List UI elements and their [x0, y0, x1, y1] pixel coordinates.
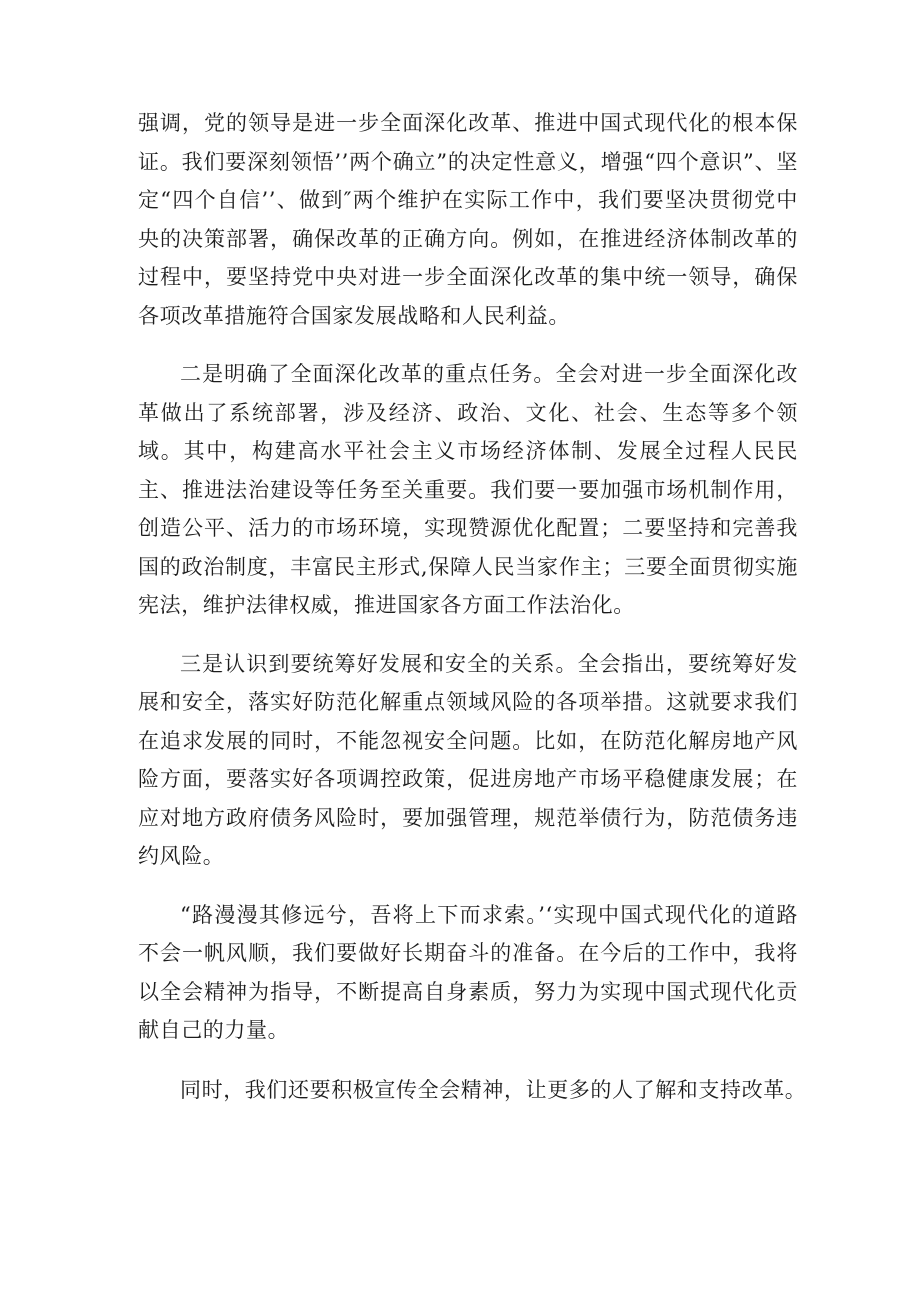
paragraph-key-tasks: 二是明确了全面深化改革的重点任务。全会对进一步全面深化改革做出了系统部署，涉及经济、政治、文化、社会、生态等多个领域。其中，构建高水平社会主义市场经济体制、发展全过程人民民主、推进法治建设等任务至关重要。我们要一要加强市场机制作用，创造公平、活力的市场环境，实现赞源优化配置；二要坚持和完善我国的政治制度，丰富民主形式,保障人民当家作主；三要全面贯彻实施宪法，维护法律权威，推进国家各方面工作法治化。 — [138, 362, 798, 617]
paragraph-party-leadership: 强调，党的领导是进一步全面深化改革、推进中国式现代化的根本保证。我们要深刻领悟’’两个确立”的决定性意义，增强“四个意识”、坚定“四个自信’’、做到″两个维护在实际工作中，我们要坚决贯彻党中央的决策部署，确保改革的正确方向。例如，在推进经济体制改革的过程中，要坚持党中央对进一步全面深化改革的集中统一领导，确保各项改革措施符合国家发展战略和人民利益。 — [138, 111, 798, 328]
paragraph-long-struggle: “路漫漫其修远兮，吾将上下而求索。’‘实现中国式现代化的道路不会一帆风顺，我们要做好长期奋斗的准备。在今后的工作中，我将以全会精神为指导，不断提高自身素质，努力为实现中国式现代化贡献自己的力量。 — [138, 902, 798, 1042]
document-body — [138, 104, 807, 1109]
paragraph-publicize-spirit: 同时，我们还要积极宣传全会精神，让更多的人了解和支持改革。 — [180, 1077, 807, 1102]
paragraph-development-security: 三是认识到要统筹好发展和安全的关系。全会指出，要统筹好发展和安全，落实好防范化解重点领域风险的各项举措。这就要求我们在追求发展的同时，不能忽视安全问题。比如，在防范化解房地产风险方面，要落实好各项调控政策，促进房地产市场平稳健康发展；在应对地方政府债务风险时，要加强管理，规范举债行为，防范债务违约风险。 — [138, 651, 798, 868]
